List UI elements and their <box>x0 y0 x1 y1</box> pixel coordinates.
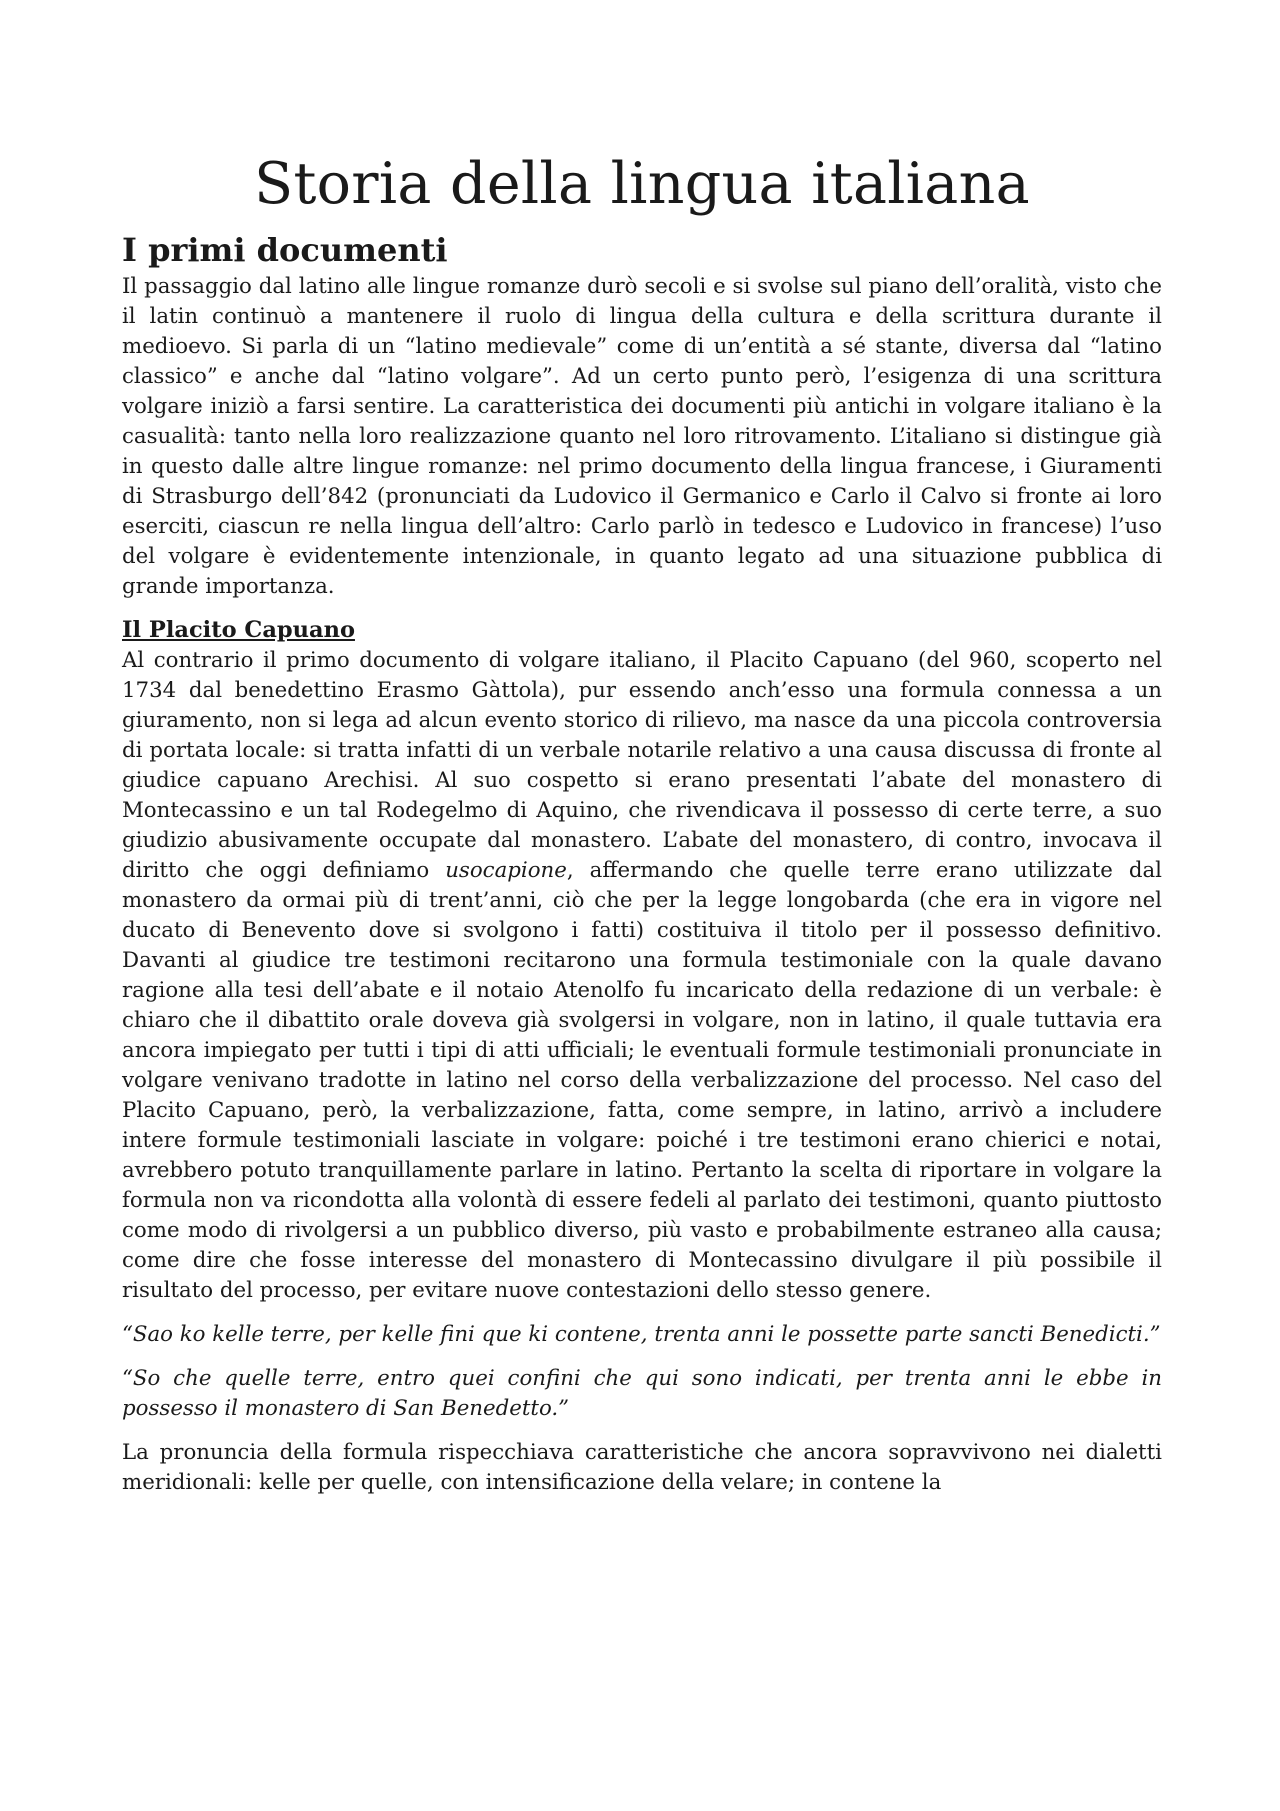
paragraph-pronuncia: La pronuncia della formula rispecchiava caratteristiche che ancora sopravvivono nei dialetti meridionali: kelle per quelle, con intensificazione della velare; in contene la <box>122 1439 1162 1495</box>
subsection-heading-placito-capuano: Il Placito Capuano <box>122 617 355 644</box>
section-heading-primi-documenti: I primi documenti <box>122 231 448 270</box>
quote-original-formula: “Sao ko kelle terre, per kelle fini que ki contene, trenta anni le possette parte sancti Benedicti.” <box>122 1321 1161 1347</box>
paragraph-placito-capuano <box>122 646 1162 1306</box>
paragraph-text-part-1: Al contrario il primo documento di volgare italiano, il Placito Capuano (del 960, scoperto nel 1734 dal benedettino Erasmo Gàttola), pur essendo anch’esso una formula connessa a un giuramento, non si lega ad alcun evento storico di rilievo, ma nasce da una piccola controversia di portata locale: si tratta infatti di un verbale notarile relativo a una causa discussa di fronte al giudice capuano Arechisi. Al suo cospetto si erano presentati l’abate del monastero di Montecassino e un tal Rodegelmo di Aquino, che rivendicava il possesso di certe terre, a suo giudizio abusivamente occupate dal monastero. L’abate del monastero, di contro, invocava il diritto che oggi definiamo <box>122 647 1162 883</box>
paragraph-text-part-2: , affermando che quelle terre erano utilizzate dal monastero da ormai più di trent’anni, ciò che per la legge longobarda (che era in vigore nel ducato di Benevento dove si svolgono i fatti) costituiva il titolo per il possesso definitivo. Davanti al giudice tre testimoni recitarono una formula testimoniale con la quale davano ragione alla tesi dell’abate e il notaio Atenolfo fu incaricato della redazione di un verbale: è chiaro che il dibattito orale doveva già svolgersi in volgare, non in latino, il quale tuttavia era ancora impiegato per tutti i tipi di atti ufficiali; le eventuali formule testimoniali pronunciate in volgare venivano tradotte in latino nel corso della verbalizzazione del processo. Nel caso del Placito Capuano, però, la verbalizzazione, fatta, come sempre, in latino, arrivò a includere intere formule testimoniali lasciate in volgare: poiché i tre testimoni erano chierici e notai, avrebbero potuto tranquillamente parlare in latino. Pertanto la scelta di riportare in volgare la formula non va ricondotta alla volontà di essere fedeli al parlato dei testimoni, quanto piuttosto come modo di rivolgersi a un pubblico diverso, più vasto e probabilmente estraneo alla causa; come dire che fosse interesse del monastero di Montecassino divulgare il più possibile il risultato del processo, per evitare nuove contestazioni dello stesso genere. <box>122 857 1162 1303</box>
document-page <box>122 150 1162 1498</box>
paragraph-primi-documenti: Il passaggio dal latino alle lingue romanze durò secoli e si svolse sul piano dell’oralità, visto che il latin continuò a mantenere il ruolo di lingua della cultura e della scrittura durante il medioevo. Si parla di un “latino medievale” come di un’entità a sé stante, diversa dal “latino classico” e anche dal “latino volgare”. Ad un certo punto però, l’esigenza di una scrittura volgare iniziò a farsi sentire. La caratteristica dei documenti più antichi in volgare italiano è la casualità: tanto nella loro realizzazione quanto nel loro ritrovamento. L’italiano si distingue già in questo dalle altre lingue romanze: nel primo documento della lingua francese, i Giuramenti di Strasburgo dell’842 (pronunciati da Ludovico il Germanico e Carlo il Calvo si fronte ai loro eserciti, ciascun re nella lingua dell’altro: Carlo parlò in tedesco e Ludovico in francese) l’uso del volgare è evidentemente intenzionale, in quanto legato ad una situazione pubblica di grande importanza. <box>122 274 1162 600</box>
document-title: Storia della lingua italiana <box>254 151 1030 217</box>
italic-term-usocapione: usocapione <box>445 857 567 883</box>
quote-translation: “So che quelle terre, entro quei confini che qui sono indicati, per trenta anni le ebbe in possesso il monastero di San Benedetto.” <box>122 1365 1162 1421</box>
